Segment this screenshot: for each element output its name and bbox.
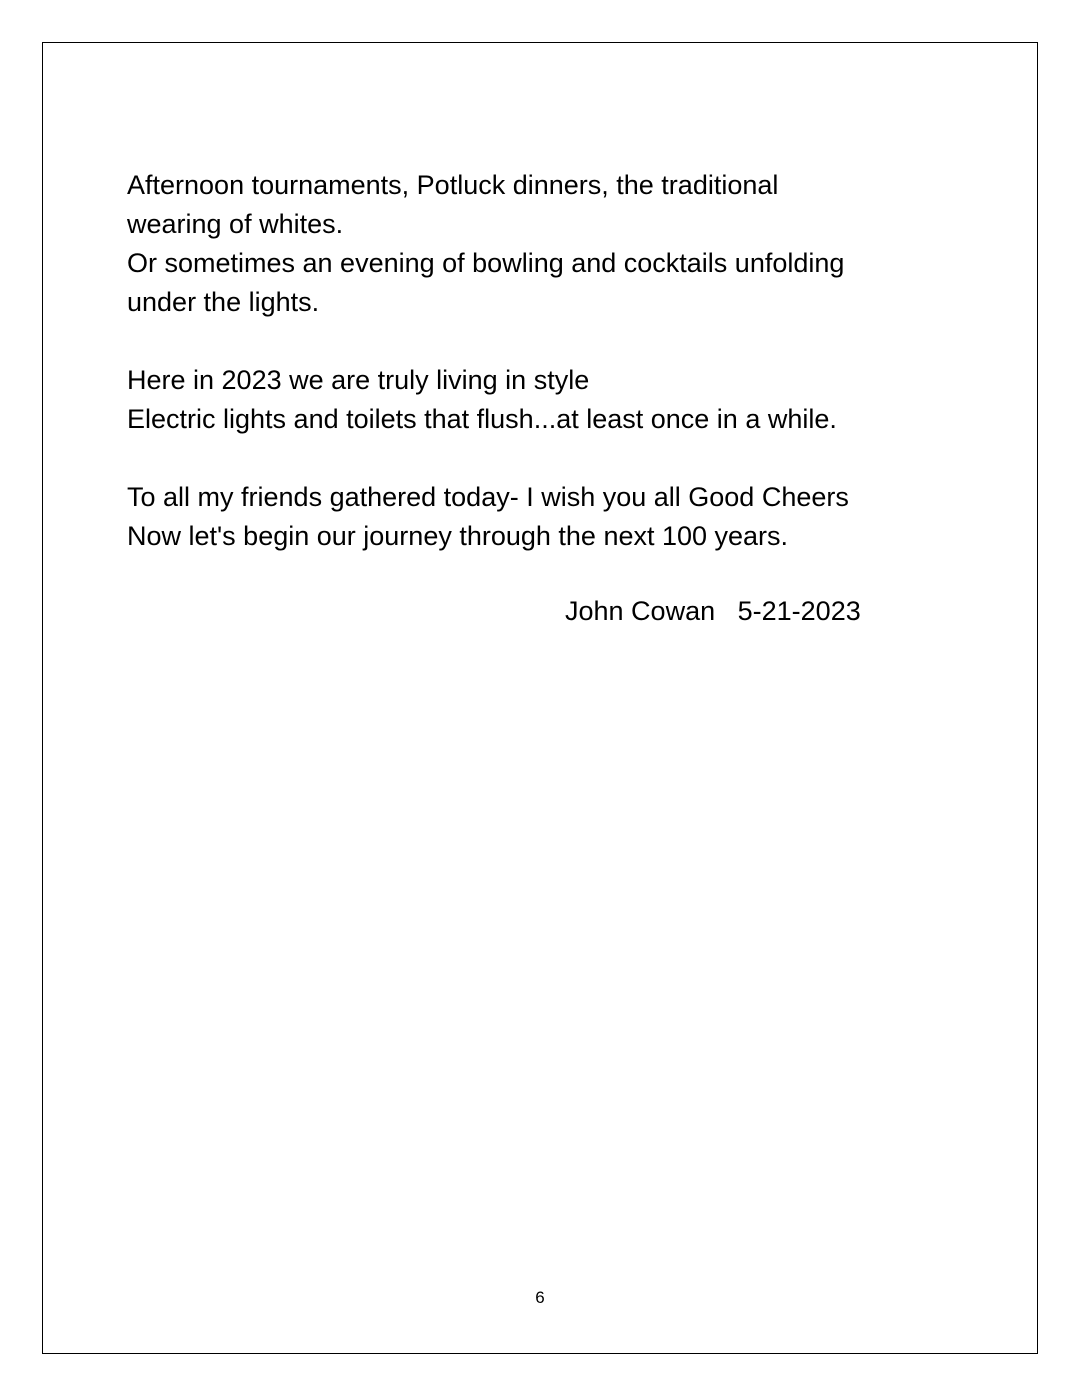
poem-line: Afternoon tournaments, Potluck dinners, the traditional [127, 170, 779, 200]
stanza [127, 166, 967, 322]
signature-author: John Cowan [565, 596, 716, 626]
poem-line: wearing of whites. [127, 209, 344, 239]
signature [565, 592, 861, 631]
poem-line: To all my friends gathered today- I wish you all Good Cheers [127, 482, 849, 512]
page-number: 6 [535, 1288, 545, 1307]
poem-line: Electric lights and toilets that flush...at least once in a while. [127, 404, 837, 434]
poem-line: Or sometimes an evening of bowling and cocktails unfolding [127, 248, 845, 278]
stanza-break [127, 322, 967, 361]
poem-body [127, 166, 967, 556]
stanza-break [127, 439, 967, 478]
stanza [127, 361, 967, 439]
signature-date: 5-21-2023 [737, 596, 861, 626]
poem-line: Now let's begin our journey through the next 100 years. [127, 521, 789, 551]
stanza [127, 478, 967, 556]
poem-line: under the lights. [127, 287, 320, 317]
poem-line: Here in 2023 we are truly living in style [127, 365, 590, 395]
